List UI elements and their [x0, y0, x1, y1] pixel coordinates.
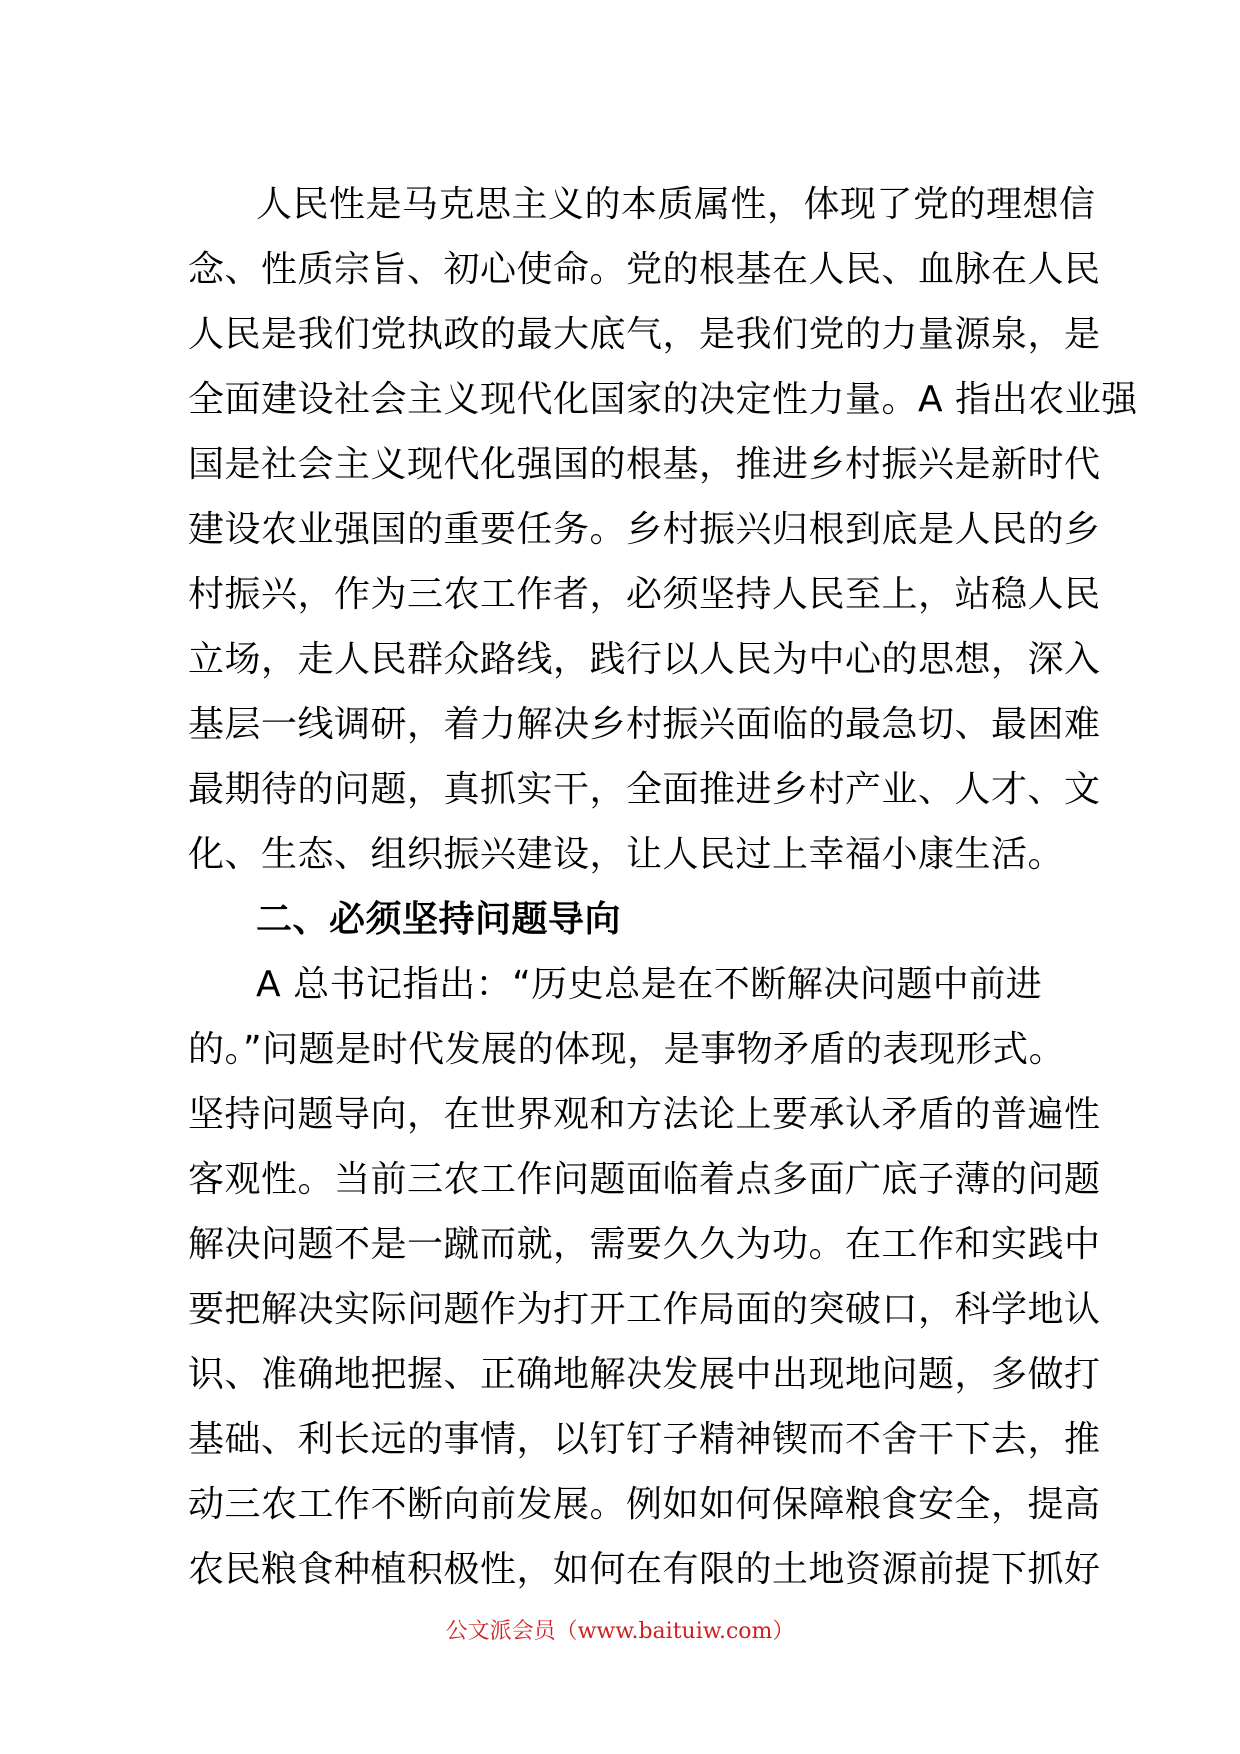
- footer-watermark: 公文派会员（www.baituiw.com）: [445, 1619, 795, 1644]
- paragraph-1-line: 人民性是马克思主义的本质属性，体现了党的理想信: [256, 184, 1096, 225]
- paragraph-2-line: 坚持问题导向，在世界观和方法论上要承认矛盾的普遍性: [188, 1094, 1101, 1135]
- paragraph-2-line: 要把解决实际问题作为打开工作局面的突破口，科学地认: [188, 1289, 1101, 1330]
- paragraph-1-line: 国是社会主义现代化强国的根基，推进乡村振兴是新时代: [188, 444, 1101, 485]
- paragraph-1-line: 全面建设社会主义现代化国家的决定性力量。A 指出农业强: [188, 379, 1138, 420]
- paragraph-1-line: 念、性质宗旨、初心使命。党的根基在人民、血脉在人民: [188, 249, 1101, 290]
- paragraph-1-line: 最期待的问题，真抓实干，全面推进乡村产业、人才、文: [188, 769, 1101, 810]
- paragraph-1-line: 建设农业强国的重要任务。乡村振兴归根到底是人民的乡: [188, 509, 1101, 550]
- paragraph-2-line: 基础、利长远的事情，以钉钉子精神锲而不舍干下去，推: [188, 1419, 1101, 1460]
- paragraph-1-line: 基层一线调研，着力解决乡村振兴面临的最急切、最困难: [188, 704, 1101, 745]
- paragraph-2-line: 动三农工作不断向前发展。例如如何保障粮食安全，提高: [188, 1484, 1101, 1525]
- document-body: [188, 172, 1138, 1602]
- paragraph-2-line: 识、准确地把握、正确地解决发展中出现地问题，多做打: [188, 1354, 1101, 1395]
- paragraph-2-line: 客观性。当前三农工作问题面临着点多面广底子薄的问题: [188, 1159, 1101, 1200]
- paragraph-1-line: 立场，走人民群众路线，践行以人民为中心的思想，深入: [188, 639, 1101, 680]
- paragraph-1-line: 人民是我们党执政的最大底气，是我们党的力量源泉，是: [188, 314, 1101, 355]
- section-heading: 二、必须坚持问题导向: [256, 899, 622, 940]
- paragraph-2-line: 解决问题不是一蹴而就，需要久久为功。在工作和实践中: [188, 1224, 1101, 1265]
- paragraph-1-line: 化、生态、组织振兴建设，让人民过上幸福小康生活。: [188, 834, 1065, 875]
- paragraph-2-line: 农民粮食种植积极性，如何在有限的土地资源前提下抓好: [188, 1549, 1101, 1590]
- paragraph-2-line: 的。”问题是时代发展的体现，是事物矛盾的表现形式。: [188, 1029, 1066, 1070]
- paragraph-1-line: 村振兴，作为三农工作者，必须坚持人民至上，站稳人民: [188, 574, 1101, 615]
- paragraph-2-line: A 总书记指出：“历史总是在不断解决问题中前进: [256, 964, 1043, 1005]
